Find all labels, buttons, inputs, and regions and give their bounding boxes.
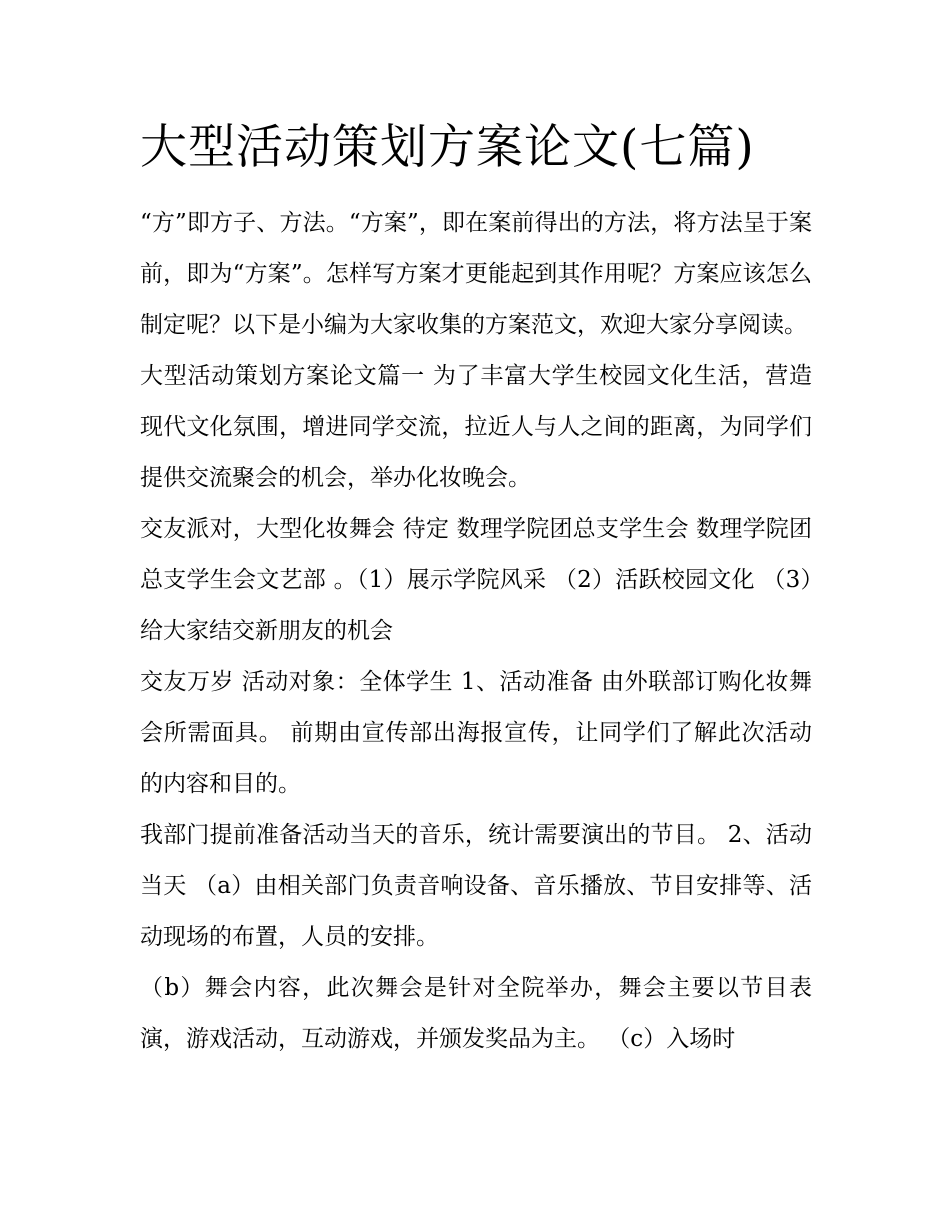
- paragraph-theme: 交友派对，大型化妆舞会 待定 数理学院团总支学生会 数理学院团总支学生会文艺部 。（1）展示学院风采 （2）活跃校园文化 （3）给大家结交新朋友的机会: [140, 516, 812, 644]
- paragraph-preparation: 交友万岁 活动对象：全体学生 1、活动准备 由外联部订购化妆舞会所需面具。 前期由宣传部出海报宣传，让同学们了解此次活动的内容和目的。: [140, 669, 812, 797]
- document-title: 大型活动策划方案论文(七篇): [140, 120, 755, 175]
- paragraph-part-one: 大型活动策划方案论文篇一 为了丰富大学生校园文化生活，营造现代文化氛围，增进同学交流，拉近人与人之间的距离，为同学们提供交流聚会的机会，举办化妆晚会。: [140, 363, 812, 491]
- document-page: [140, 112, 812, 1065]
- paragraph-dance-content: （b）舞会内容，此次舞会是针对全院举办，舞会主要以节目表演，游戏活动，互动游戏，并颁发奖品为主。 （c）入场时: [140, 975, 812, 1052]
- paragraph-event-day: 我部门提前准备活动当天的音乐，统计需要演出的节目。 2、活动当天 （a）由相关部门负责音响设备、音乐播放、节目安排等、活动现场的布置，人员的安排。: [140, 822, 812, 950]
- paragraph-intro: “方”即方子、方法。“方案”，即在案前得出的方法，将方法呈于案前，即为“方案”。怎样写方案才更能起到其作用呢？方案应该怎么制定呢？以下是小编为大家收集的方案范文，欢迎大家分享阅读。: [140, 210, 812, 338]
